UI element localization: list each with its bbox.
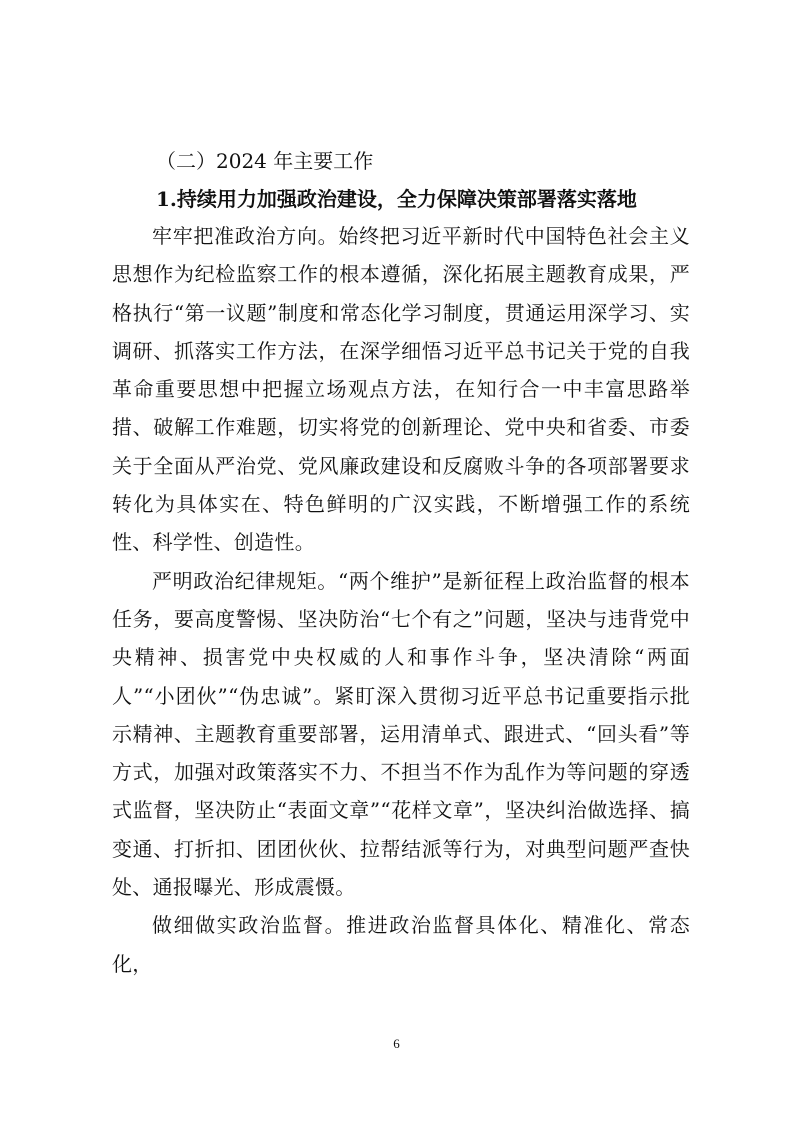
paragraph: 严明政治纪律规矩。“两个维护”是新征程上政治监督的根本任务，要高度警惕、坚决防治“七个有之”问题，坚决与违背党中央精神、损害党中央权威的人和事作斗争，坚决清除“两面人”“小团伙”“伪忠诚”。紧盯深入贯彻习近平总书记重要指示批示精神、主题教育重要部署，运用清单式、跟进式、“回头看”等方式，加强对政策落实不力、不担当不作为乱作为等问题的穿透式监督，坚决防止“表面文章”“花样文章”，坚决纠治做选择、搞变通、打折扣、团团伙伙、拉帮结派等行为，对典型问题严查快处、通报曝光、形成震慑。 bbox=[112, 568, 690, 900]
section-heading: （二）2024 年主要工作 bbox=[156, 149, 374, 173]
paragraph: 牢牢把准政治方向。始终把习近平新时代中国特色社会主义思想作为纪检监察工作的根本遵循，深化拓展主题教育成果，严格执行“第一议题”制度和常态化学习制度，贯通运用深学习、实调研、抓落实工作方法，在深学细悟习近平总书记关于党的自我革命重要思想中把握立场观点方法，在知行合一中丰富思路举措、破解工作难题，切实将党的创新理论、党中央和省委、市委关于全面从严治党、党风廉政建设和反腐败斗争的各项部署要求转化为具体实在、特色鲜明的广汉实践，不断增强工作的系统性、科学性、创造性。 bbox=[112, 224, 690, 555]
page-number: 6 bbox=[393, 1036, 400, 1051]
paragraph: 做细做实政治监督。推进政治监督具体化、精准化、常态化， bbox=[112, 913, 690, 976]
subsection-heading: 1.持续用力加强政治建设，全力保障决策部署落实落地 bbox=[156, 187, 637, 211]
document-body bbox=[112, 143, 690, 983]
